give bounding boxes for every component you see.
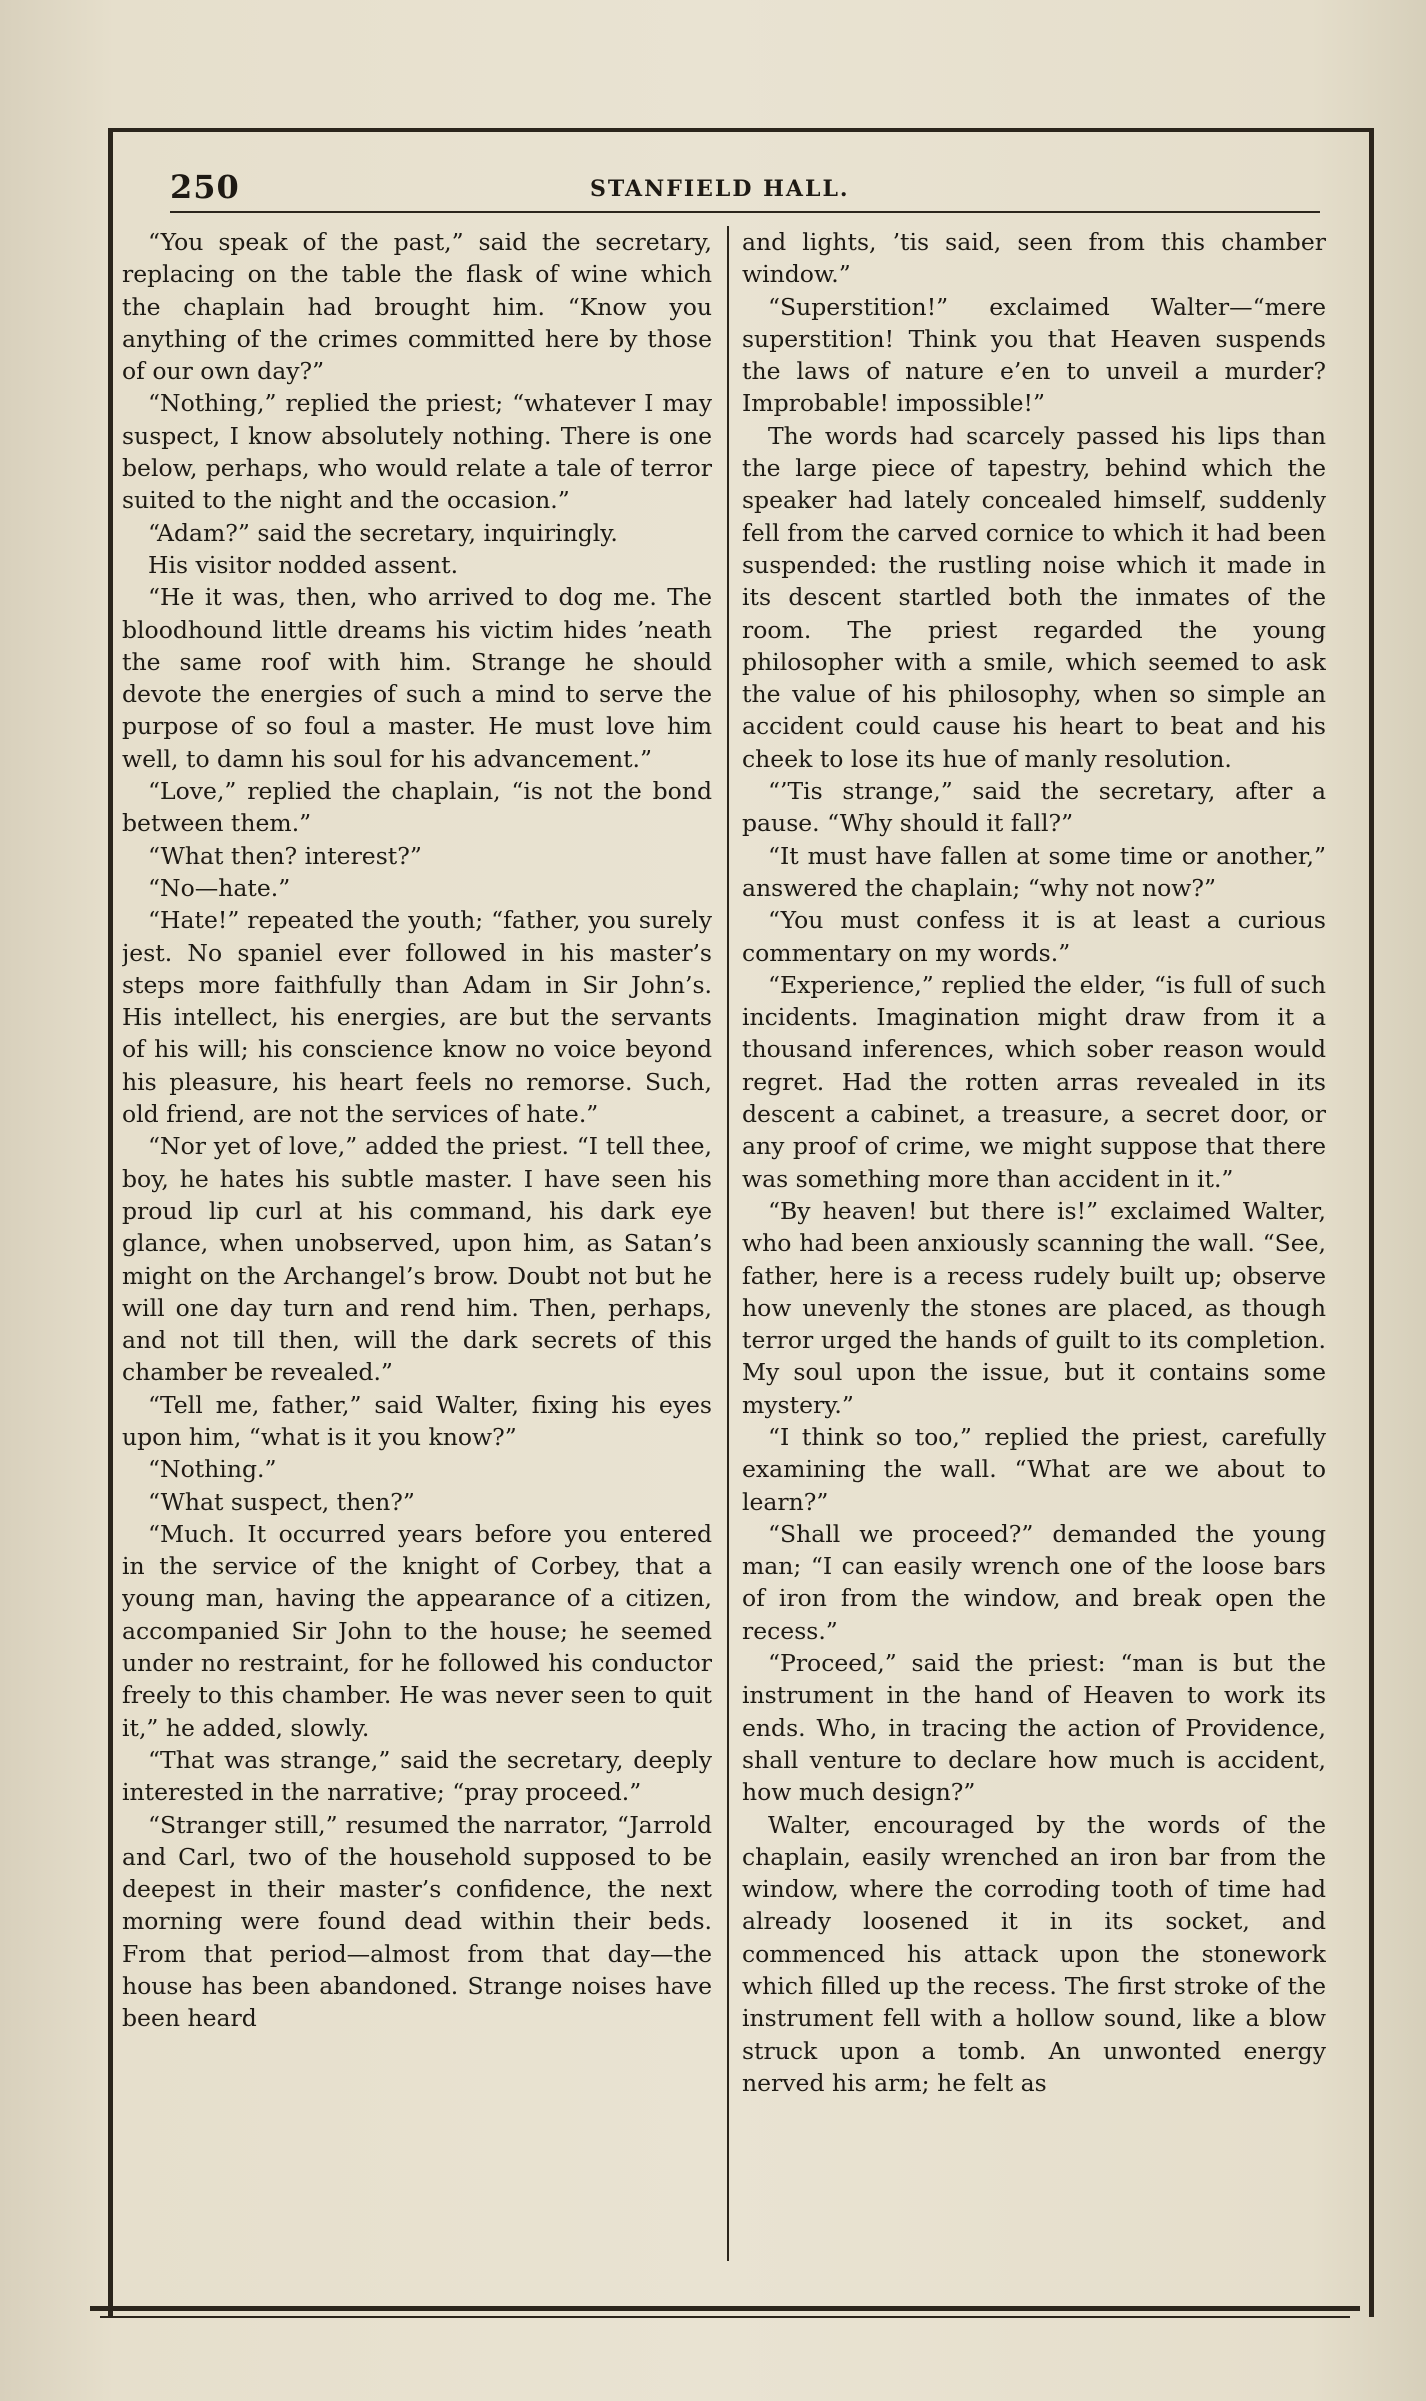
page-number: 250 — [170, 168, 240, 206]
paragraph: “Superstition!” exclaimed Walter—“mere superstition! Think you that Heaven suspends the laws of nature e’en to unveil a murder? Improbable! impossible!” — [742, 292, 1326, 418]
paragraph: The words had scarcely passed his lips than the large piece of tapestry, behind which the speaker had lately concealed himself, suddenly fell from the carved cornice to which it had been suspended: the rustling noise which it made in its descent startled both the inmates of the room. The priest regarded the young philosopher with a smile, which seemed to ask the value of his philosophy, when so simple an accident could cause his heart to beat and his cheek to lose its hue of manly resolution. — [742, 421, 1326, 773]
paragraph: His visitor nodded assent. — [148, 550, 459, 579]
paragraph: “What then? interest?” — [148, 841, 422, 870]
paragraph: “What suspect, then?” — [148, 1487, 415, 1516]
paragraph: “Tell me, father,” said Walter, fixing his eyes upon him, “what is it you know?” — [122, 1390, 712, 1451]
paragraph: “That was strange,” said the secretary, deeply interested in the narrative; “pray proceed.” — [122, 1745, 712, 1807]
paragraph: “No—hate.” — [148, 873, 291, 902]
paragraph: “Adam?” said the secretary, inquiringly. — [148, 518, 618, 547]
header-rule — [170, 211, 1320, 213]
paragraph: “Experience,” replied the elder, “is full of such incidents. Imagination might draw from it a thousand inferences, which sober reason would regret. Had the rotten arras revealed in its descent a cabinet, a treasure, a secret door, or any proof of crime, we might suppose that there was something more than accident in it.” — [742, 970, 1326, 1193]
paragraph: “You speak of the past,” said the secretary, replacing on the table the flask of wine which the chaplain had brought him. “Know you anything of the crimes committed here by those of our own day?” — [122, 228, 712, 386]
frame-bottom-rule-thin — [100, 2316, 1350, 2318]
left-column — [122, 226, 712, 2286]
frame-bottom-rule — [90, 2306, 1360, 2311]
right-column — [742, 226, 1326, 2286]
paragraph: “Nothing.” — [148, 1455, 277, 1484]
paragraph: “Nor yet of love,” added the priest. “I tell thee, boy, he hates his subtle master. I have seen his proud lip curl at his command, his dark eye glance, when unobserved, upon him, as Satan’s might on the Archangel’s brow. Doubt not but he will one day turn and rend him. Then, perhaps, and not till then, will the dark secrets of this chamber be revealed.” — [122, 1132, 712, 1387]
paragraph: “By heaven! but there is!” exclaimed Walter, who had been anxiously scanning the wall. “See, father, here is a recess rudely built up; observe how unevenly the stones are placed, as though terror urged the hands of guilt to its completion. My soul upon the issue, but it contains some mystery.” — [742, 1196, 1326, 1419]
paragraph: “Love,” replied the chaplain, “is not the bond between them.” — [122, 777, 712, 838]
paragraph: “I think so too,” replied the priest, carefully examining the wall. “What are we about to learn?” — [742, 1422, 1326, 1516]
paragraph: “Shall we proceed?” demanded the young man; “I can easily wrench one of the loose bars of iron from the window, and break open the recess.” — [742, 1519, 1326, 1645]
paragraph: and lights, ’tis said, seen from this chamber window.” — [742, 228, 1326, 289]
paragraph: “Proceed,” said the priest: “man is but the instrument in the hand of Heaven to work its ends. Who, in tracing the action of Providence, shall venture to declare how much is accident, how much design?” — [742, 1649, 1326, 1807]
running-title: STANFIELD HALL. — [590, 176, 850, 202]
paragraph: “Nothing,” replied the priest; “whatever I may suspect, I know absolutely nothing. There is one below, perhaps, who would relate a tale of terror suited to the night and the occasion.” — [122, 389, 712, 515]
paragraph: “He it was, then, who arrived to dog me. The bloodhound little dreams his victim hides ’neath the same roof with him. Strange he should devote the energies of such a mind to serve the purpose of so foul a master. He must love him well, to damn his soul for his advancement.” — [122, 583, 712, 773]
paragraph: “Stranger still,” resumed the narrator, “Jarrold and Carl, two of the household supposed to be deepest in their master’s confidence, the next morning were found dead within their beds. From that period—almost from that day—the house has been abandoned. Strange noises have been heard — [122, 1810, 712, 2033]
paragraph: “’Tis strange,” said the secretary, after a pause. “Why should it fall?” — [742, 777, 1326, 838]
column-divider — [727, 226, 729, 2261]
paragraph: “It must have fallen at some time or another,” answered the chaplain; “why not now?” — [742, 841, 1326, 902]
paragraph: Walter, encouraged by the words of the chaplain, easily wrenched an iron bar from the window, where the corroding tooth of time had already loosened it in its socket, and commenced his attack upon the stonework which filled up the recess. The first stroke of the instrument fell with a hollow sound, like a blow struck upon a tomb. An unwonted energy nerved his arm; he felt as — [742, 1810, 1326, 2097]
page-header — [170, 168, 1320, 214]
paragraph: “You must confess it is at least a curious commentary on my words.” — [742, 906, 1326, 967]
paragraph: “Hate!” repeated the youth; “father, you surely jest. No spaniel ever followed in his master’s steps more faithfully than Adam in Sir John’s. His intellect, his energies, are but the servants of his will; his conscience know no voice beyond his pleasure, his heart feels no remorse. Such, old friend, are not the services of hate.” — [122, 906, 712, 1129]
paragraph: “Much. It occurred years before you entered in the service of the knight of Corbey, that a young man, having the appearance of a citizen, accompanied Sir John to the house; he seemed under no restraint, for he followed his conductor freely to this chamber. He was never seen to quit it,” he added, slowly. — [122, 1519, 712, 1742]
